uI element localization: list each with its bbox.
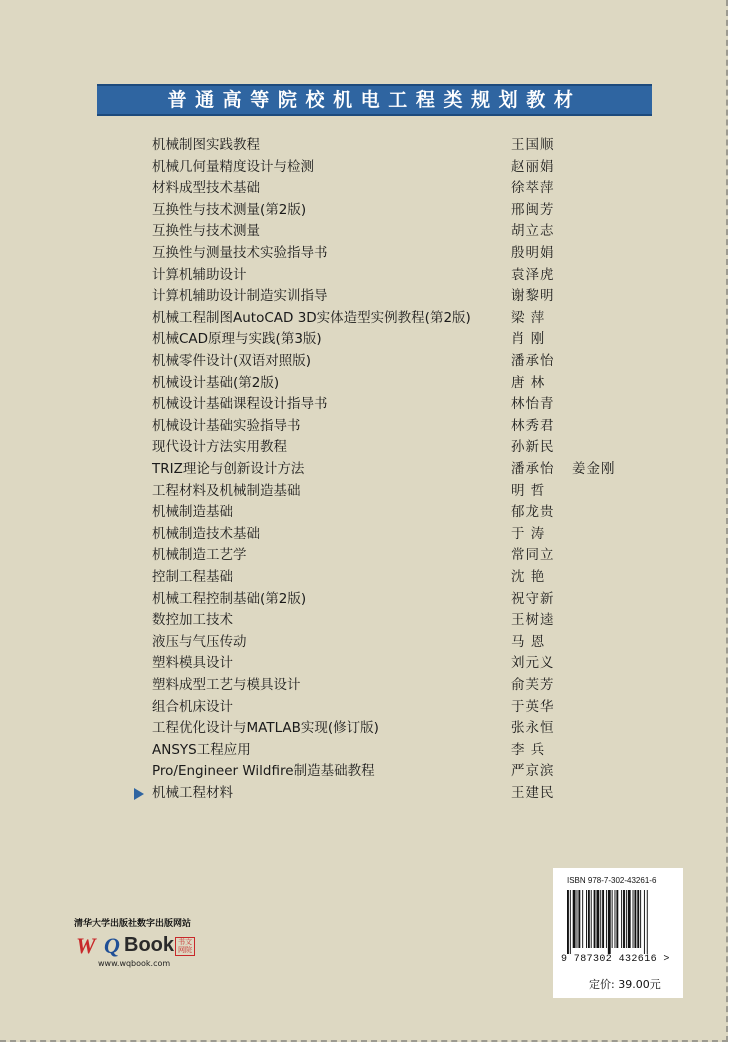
book-title: 机械工程材料 xyxy=(152,785,233,801)
book-coauthor: 姜金刚 xyxy=(572,461,616,477)
book-row xyxy=(0,416,726,437)
book-author: 于 涛 xyxy=(511,525,546,542)
book-title: 互换性与技术测量(第2版) xyxy=(152,201,307,218)
series-banner: 普通高等院校机电工程类规划教材 xyxy=(97,84,652,116)
book-title: 机械设计基础课程设计指导书 xyxy=(152,396,328,413)
book-author: 赵丽娟 xyxy=(511,158,555,175)
book-title: 工程材料及机械制造基础 xyxy=(152,482,301,499)
book-title: 数控加工技术 xyxy=(152,612,233,629)
book-author: 林怡青 xyxy=(511,396,555,413)
book-author: 祝守新 xyxy=(511,590,555,607)
book-author: 袁泽虎 xyxy=(511,266,555,283)
book-author: 孙新民 xyxy=(511,439,555,456)
book-row xyxy=(0,265,726,286)
book-row xyxy=(0,243,726,264)
book-author: 王建民 xyxy=(511,785,555,801)
isbn-digits: 9 787302 432616 > xyxy=(561,954,670,965)
book-row xyxy=(0,459,726,480)
publisher-url: www.wqbook.com xyxy=(98,959,171,968)
book-title: ANSYS工程应用 xyxy=(152,741,251,758)
book-title: 机械制图实践教程 xyxy=(152,137,260,153)
book-title: 机械制造工艺学 xyxy=(152,547,247,564)
book-title: 塑料成型工艺与模具设计 xyxy=(152,677,301,693)
book-author: 沈 艳 xyxy=(511,569,546,585)
book-row xyxy=(0,329,726,350)
isbn-label: ISBN 978-7-302-43261-6 xyxy=(567,876,657,885)
price-label: 定价: 39.00元 xyxy=(589,978,661,991)
book-row xyxy=(0,157,726,178)
book-title: 机械工程制图AutoCAD 3D实体造型实例教程(第2版) xyxy=(152,309,471,326)
book-author: 郁龙贵 xyxy=(511,504,555,521)
book-row xyxy=(0,524,726,545)
book-title: 机械制造基础 xyxy=(152,504,233,521)
publisher-logo xyxy=(74,933,214,959)
book-author: 潘承怡 xyxy=(511,461,555,477)
book-author: 刘元义 xyxy=(511,655,555,672)
book-title: 计算机辅助设计 xyxy=(152,266,247,283)
book-row xyxy=(0,221,726,242)
book-author: 潘承怡 xyxy=(511,353,555,369)
book-author: 肖 刚 xyxy=(511,331,546,348)
book-title: 互换性与测量技术实验指导书 xyxy=(152,245,328,261)
book-title: 现代设计方法实用教程 xyxy=(152,439,287,456)
book-author: 殷明娟 xyxy=(511,245,555,261)
book-title: 计算机辅助设计制造实训指导 xyxy=(152,288,328,305)
book-author: 常同立 xyxy=(511,547,555,564)
book-title: 材料成型技术基础 xyxy=(152,180,260,197)
book-row xyxy=(0,394,726,415)
book-title: 机械零件设计(双语对照版) xyxy=(152,353,312,369)
book-author: 马 恩 xyxy=(511,633,546,650)
book-row xyxy=(0,437,726,458)
book-row xyxy=(0,653,726,674)
logo-seal-icon: 书文网院 xyxy=(175,937,195,956)
book-row xyxy=(0,589,726,610)
book-title: 机械设计基础(第2版) xyxy=(152,374,280,391)
publisher-name: 清华大学出版社数字出版网站 xyxy=(74,919,192,929)
book-author: 于英华 xyxy=(511,698,555,715)
book-title: 塑料模具设计 xyxy=(152,655,233,672)
logo-book-text: Book xyxy=(124,934,174,956)
book-row xyxy=(0,178,726,199)
book-row xyxy=(0,308,726,329)
book-author: 俞芙芳 xyxy=(511,677,555,693)
book-row xyxy=(0,545,726,566)
book-title: 机械工程控制基础(第2版) xyxy=(152,590,307,607)
book-title: 控制工程基础 xyxy=(152,569,233,585)
book-author: 李 兵 xyxy=(511,741,546,758)
book-title: Pro/Engineer Wildfire制造基础教程 xyxy=(152,763,375,780)
publisher-block xyxy=(74,916,214,968)
book-row xyxy=(0,697,726,718)
book-title: 互换性与技术测量 xyxy=(152,223,260,240)
book-row xyxy=(0,610,726,631)
book-row xyxy=(0,567,726,588)
barcode-panel xyxy=(553,868,683,998)
book-row xyxy=(0,675,726,696)
book-author: 唐 林 xyxy=(511,374,546,391)
book-title: 液压与气压传动 xyxy=(152,633,247,650)
book-author: 王树逵 xyxy=(511,612,555,629)
book-title: 组合机床设计 xyxy=(152,698,233,715)
book-author: 明 哲 xyxy=(511,482,546,499)
book-author: 林秀君 xyxy=(511,417,555,434)
book-title: 机械几何量精度设计与检测 xyxy=(152,158,314,175)
book-row xyxy=(0,718,726,739)
book-author: 王国顺 xyxy=(511,137,555,153)
book-row xyxy=(0,351,726,372)
book-row xyxy=(0,740,726,761)
book-row xyxy=(0,373,726,394)
book-author: 张永恒 xyxy=(511,720,555,737)
book-author: 严京滨 xyxy=(511,763,555,780)
book-row xyxy=(0,783,726,804)
book-row xyxy=(0,481,726,502)
book-title: 机械设计基础实验指导书 xyxy=(152,417,301,434)
book-author: 邢闽芳 xyxy=(511,201,555,218)
book-author: 谢黎明 xyxy=(511,288,555,305)
triangle-right-icon xyxy=(134,788,144,800)
book-row xyxy=(0,286,726,307)
book-row xyxy=(0,200,726,221)
book-title: 机械CAD原理与实践(第3版) xyxy=(152,331,322,348)
logo-q-letter: Q xyxy=(104,933,120,958)
book-author: 徐萃萍 xyxy=(511,180,555,197)
book-author: 胡立志 xyxy=(511,223,555,240)
book-row xyxy=(0,761,726,782)
barcode-icon xyxy=(567,890,667,954)
book-title: 工程优化设计与MATLAB实现(修订版) xyxy=(152,720,379,737)
book-row xyxy=(0,502,726,523)
book-row xyxy=(0,135,726,156)
book-author: 梁 萍 xyxy=(511,309,546,326)
book-title: 机械制造技术基础 xyxy=(152,525,260,542)
book-row xyxy=(0,632,726,653)
book-title: TRIZ理论与创新设计方法 xyxy=(152,461,305,477)
logo-w-letter: W xyxy=(76,933,96,958)
